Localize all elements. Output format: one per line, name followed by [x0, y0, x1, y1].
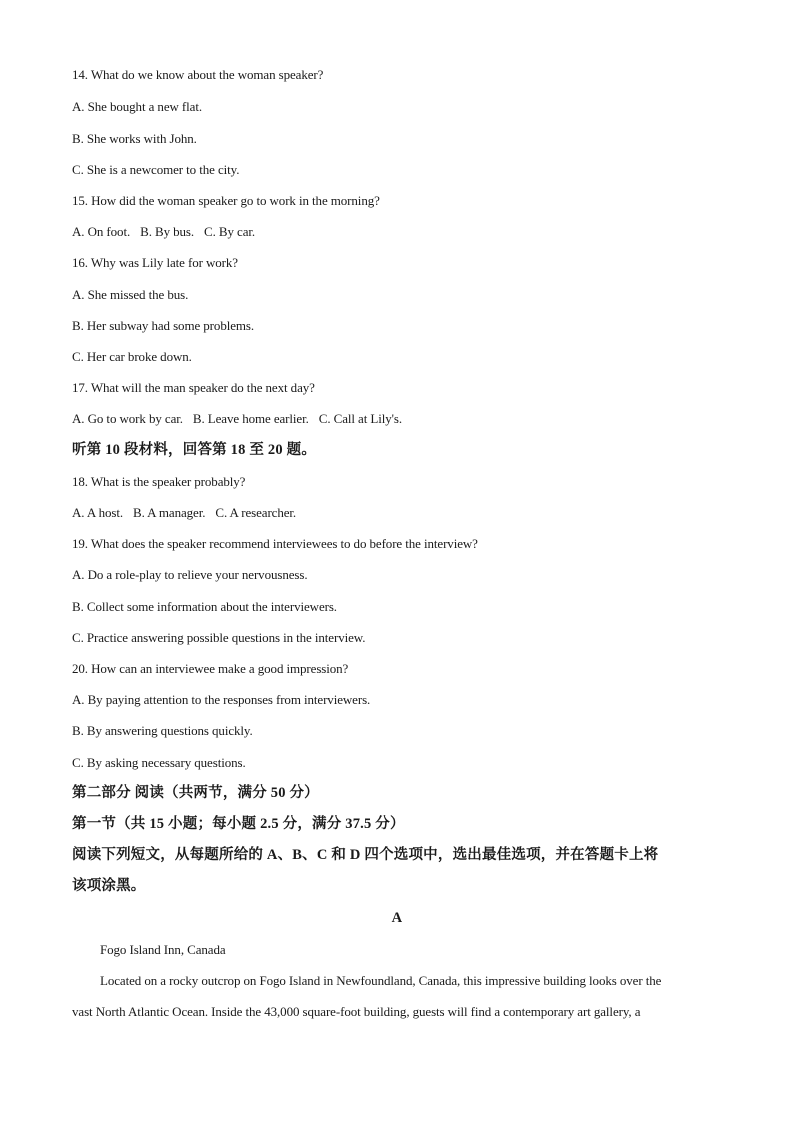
q16-option-c: C. Her car broke down.: [72, 349, 192, 364]
q20-option-a: A. By paying attention to the responses from interviewers.: [72, 692, 371, 707]
q18-option-c: C. A researcher.: [215, 505, 297, 520]
q15-question: 15. How did the woman speaker go to work in the morning?: [72, 193, 380, 208]
q19-question: 19. What does the speaker recommend interviewees to do before the interview?: [72, 536, 478, 551]
q16-option-b: B. Her subway had some problems.: [72, 318, 255, 333]
q17-option-b: B. Leave home earlier.: [192, 411, 309, 426]
section-1-heading: 第一节（共 15 小题；每小题 2.5 分，满分 37.5 分）: [72, 816, 405, 832]
q14-option-c: C. She is a newcomer to the city.: [72, 162, 240, 177]
q15-option-a: A. On foot.: [72, 224, 131, 239]
instructions-line-1: 阅读下列短文，从每题所给的 A、B、C 和 D 四个选项中，选出最佳选项，并在答题卡上将: [72, 847, 659, 863]
q14-option-b: B. She works with John.: [72, 131, 197, 146]
passage-label: A: [391, 910, 403, 926]
q17-option-c: C. Call at Lily's.: [318, 411, 402, 426]
q15-option-b: B. By bus.: [140, 224, 195, 239]
q15-options: [72, 223, 255, 241]
q17-options: [72, 410, 402, 428]
q19-option-a: A. Do a role-play to relieve your nervousness.: [72, 567, 308, 582]
q14-question: 14. What do we know about the woman speaker?: [72, 67, 324, 82]
q15-option-c: C. By car.: [204, 224, 256, 239]
q17-option-a: A. Go to work by car.: [72, 411, 183, 426]
passage-line-2: vast North Atlantic Ocean. Inside the 43,000 square-foot building, guests will find a contemporary art gallery, a: [72, 1004, 641, 1019]
q16-option-a: A. She missed the bus.: [72, 287, 189, 302]
q16-question: 16. Why was Lily late for work?: [72, 255, 238, 270]
q17-question: 17. What will the man speaker do the next day?: [72, 380, 315, 395]
passage-title: Fogo Island Inn, Canada: [100, 942, 226, 957]
passage-line-1: Located on a rocky outcrop on Fogo Island in Newfoundland, Canada, this impressive building looks over the: [100, 973, 662, 988]
q18-options: [72, 504, 296, 522]
q20-option-c: C. By asking necessary questions.: [72, 755, 246, 770]
q19-option-b: B. Collect some information about the interviewers.: [72, 599, 337, 614]
q18-option-b: B. A manager.: [133, 505, 206, 520]
q19-option-c: C. Practice answering possible questions in the interview.: [72, 630, 366, 645]
part-2-heading: 第二部分 阅读（共两节，满分 50 分）: [72, 785, 319, 801]
q18-option-a: A. A host.: [72, 505, 124, 520]
q14-option-a: A. She bought a new flat.: [72, 99, 203, 114]
section-10-heading: 听第 10 段材料，回答第 18 至 20 题。: [72, 442, 317, 458]
instructions-line-2: 该项涂黑。: [72, 878, 146, 894]
q18-question: 18. What is the speaker probably?: [72, 474, 246, 489]
q20-option-b: B. By answering questions quickly.: [72, 723, 253, 738]
q20-question: 20. How can an interviewee make a good impression?: [72, 661, 349, 676]
